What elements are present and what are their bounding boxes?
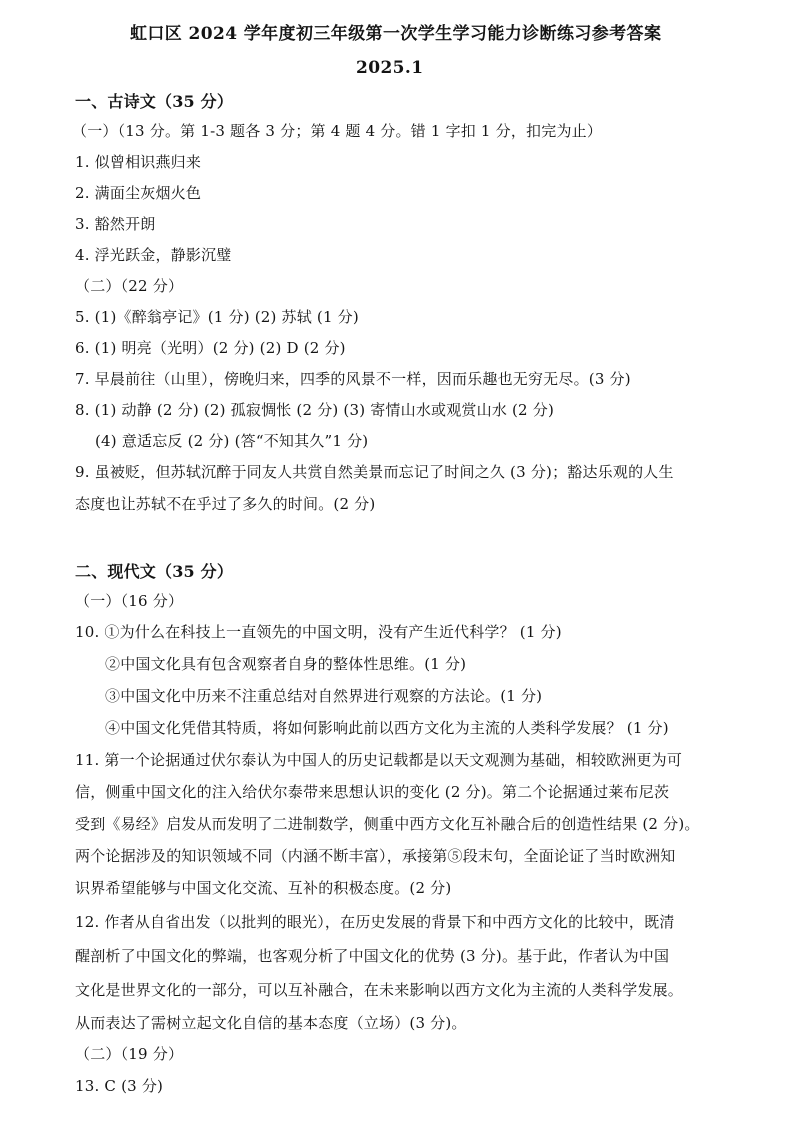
- answer-9-line-1: 9. 虽被贬，但苏轼沉醉于同友人共赏自然美景而忘记了时间之久 (3 分)；豁达乐观的人生: [75, 463, 674, 481]
- answer-11-line-1: 11. 第一个论据通过伏尔泰认为中国人的历史记载都是以天文观测为基础，相较欧洲更为可: [75, 751, 683, 769]
- answer-12-line-2: 醒剖析了中国文化的弊端，也客观分析了中国文化的优势 (3 分)。基于此，作者认为中国: [75, 947, 670, 965]
- answer-8-part-4: (4) 意适忘反 (2 分) (答“不知其久”1 分): [95, 432, 369, 450]
- section-1-part-1-heading: （一）（13 分。第 1-3 题各 3 分；第 4 题 4 分。错 1 字扣 1 分，扣完为止）: [72, 122, 603, 140]
- document-title: 虹口区 2024 学年度初三年级第一次学生学习能力诊断练习参考答案: [130, 24, 662, 44]
- section-1-part-2-heading: （二）（22 分）: [75, 277, 184, 295]
- answer-10-item-2: ②中国文化具有包含观察者自身的整体性思维。(1 分): [105, 655, 467, 673]
- answer-10-item-1: 10. ①为什么在科技上一直领先的中国文明，没有产生近代科学？ (1 分): [75, 623, 562, 641]
- answer-11-line-5: 识界希望能够与中国文化交流、互补的积极态度。(2 分): [75, 879, 452, 897]
- answer-10-item-4: ④中国文化凭借其特质，将如何影响此前以西方文化为主流的人类科学发展？ (1 分): [105, 719, 669, 737]
- answer-12-line-1: 12. 作者从自省出发（以批判的眼光），在历史发展的背景下和中西方文化的比较中，既清: [75, 913, 675, 931]
- answer-1: 1. 似曾相识燕归来: [75, 153, 202, 171]
- answer-13: 13. C (3 分): [75, 1077, 164, 1095]
- section-2-part-2-heading: （二）（19 分）: [75, 1045, 184, 1063]
- answer-3: 3. 豁然开朗: [75, 215, 156, 233]
- section-1-heading: 一、古诗文（35 分）: [75, 92, 234, 111]
- answer-7: 7. 早晨前往（山里），傍晚归来，四季的风景不一样，因而乐趣也无穷无尽。(3 分): [75, 370, 631, 388]
- answer-11-line-4: 两个论据涉及的知识领域不同（内涵不断丰富），承接第⑤段末句，全面论证了当时欧洲知: [75, 847, 676, 865]
- answer-8: 8. (1) 动静 (2 分) (2) 孤寂惆怅 (2 分) (3) 寄情山水或观赏山水 (2 分): [75, 401, 555, 419]
- answer-11-line-2: 信，侧重中国文化的注入给伏尔泰带来思想认识的变化 (2 分)。第二个论据通过莱布尼茨: [75, 783, 670, 801]
- answer-11-line-3: 受到《易经》启发从而发明了二进制数学，侧重中西方文化互补融合后的创造性结果 (2 分)。: [75, 815, 700, 833]
- section-2-part-1-heading: （一）（16 分）: [75, 592, 184, 610]
- answer-6: 6. (1) 明亮（光明）(2 分) (2) D (2 分): [75, 339, 346, 357]
- document-date: 2025.1: [356, 58, 424, 78]
- answer-9-line-2: 态度也让苏轼不在乎过了多久的时间。(2 分): [75, 495, 376, 513]
- answer-2: 2. 满面尘灰烟火色: [75, 184, 202, 202]
- answer-12-line-4: 从而表达了需树立起文化自信的基本态度（立场）(3 分)。: [75, 1014, 467, 1032]
- section-2-heading: 二、现代文（35 分）: [75, 562, 234, 581]
- answer-12-line-3: 文化是世界文化的一部分，可以互补融合，在未来影响以西方文化为主流的人类科学发展。: [75, 981, 684, 999]
- answer-5: 5. (1)《醉翁亭记》(1 分) (2) 苏轼 (1 分): [75, 308, 359, 326]
- answer-10-item-3: ③中国文化中历来不注重总结对自然界进行观察的方法论。(1 分): [105, 687, 543, 705]
- answer-4: 4. 浮光跃金，静影沉璧: [75, 246, 232, 264]
